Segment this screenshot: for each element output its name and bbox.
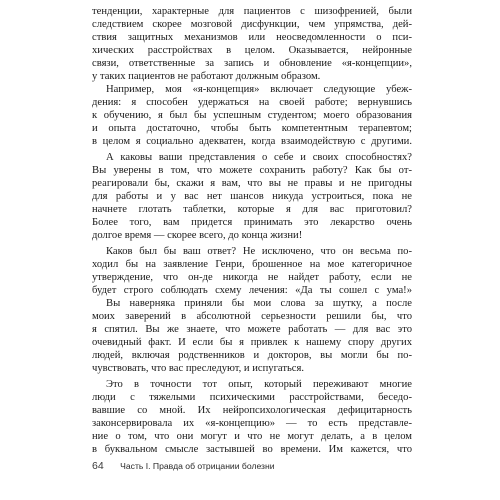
text-line: в буквальном смысле застывшей во времени. Им кажется, что <box>92 444 412 455</box>
text-line: ние о том, что они могут и что не могут делать, а в целом <box>92 431 412 442</box>
text-line: тенденции, характерные для пациентов с шизофренией, были <box>92 6 412 17</box>
text-line: чувствовать, что вас преследуют, и испугаться. <box>92 363 305 374</box>
page-number: 64 <box>92 460 104 472</box>
text-line: для работы и у вас нет шансов никуда устроиться, пока не <box>92 191 412 202</box>
text-line: людей, включая родственников и докторов, вы могли бы по- <box>92 350 412 361</box>
running-head: Часть I. Правда об отрицании болезни <box>120 461 275 471</box>
text-line: ходил бы на заявление Генри, брошенное на мое категоричное <box>92 259 412 270</box>
page-footer <box>92 456 275 470</box>
text-line: связи, ответственные за запись и обновление «я-концепции», <box>92 58 412 69</box>
paragraph-first-line: Каков был бы ваш ответ? Не исключено, что он весьма по- <box>106 246 412 257</box>
text-line: хических расстройствах в целом. Оказывается, нейронные <box>92 45 412 56</box>
text-line: будет строго соблюдать схему лечения: «Да ты сошел с ума!» <box>92 285 412 296</box>
text-line: к обучению, я был бы успешным студентом; моего образования <box>92 110 412 121</box>
text-line: ствия защитных механизмов или неосведомленности о пси- <box>92 32 412 43</box>
text-line: Вы уверены в том, что можете сохранить работу? Как бы от- <box>92 165 412 176</box>
text-line: дения: я способен удержаться на своей работе; вернувшись <box>92 97 412 108</box>
text-line: законсервировала их «я-концепцию» — то есть представле- <box>92 418 412 429</box>
text-line: моих заверений в абсолютной серьезности решили бы, что <box>92 311 412 322</box>
text-line: следствием скорее мозговой дисфункции, чем упрямства, дей- <box>92 19 412 30</box>
text-line: я спятил. Вы же знаете, что можете работать — для вас это <box>92 324 412 335</box>
text-line: начнете глотать таблетки, которые я для вас приготовил? <box>92 204 412 215</box>
text-line: в целом я социально адекватен, когда взаимодействую с другими. <box>92 136 412 147</box>
paragraph-first-line: А каковы ваши представления о себе и своих способностях? <box>106 152 412 163</box>
text-line: вавшие со мной. Их нейропсихологическая дефицитарность <box>92 405 412 416</box>
text-line: у таких пациентов не работают должным образом. <box>92 71 321 82</box>
paragraph-first-line: Это в точности тот опыт, который переживают многие <box>106 379 412 390</box>
text-line: люди с тяжелыми психическими расстройствами, беседо- <box>92 392 412 403</box>
text-line: долгое время — скорее всего, до конца жизни! <box>92 230 303 241</box>
paragraph-first-line: Например, моя «я-концепция» включает следующие убеж- <box>106 84 412 95</box>
paragraph-first-line: Вы наверняка приняли бы мои слова за шутку, а после <box>106 298 412 309</box>
text-line: очевидный факт. И если бы я привлек к нашему спору других <box>92 337 412 348</box>
text-line: утверждение, что он-де никогда не найдет работу, если не <box>92 272 412 283</box>
text-line: реагировали бы, скажи я вам, что вы не правы и не пригодны <box>92 178 412 189</box>
text-line: Более того, вам придется принимать это лекарство очень <box>92 217 412 228</box>
text-line: и опыта достаточно, чтобы быть компетентным терапевтом; <box>92 123 412 134</box>
